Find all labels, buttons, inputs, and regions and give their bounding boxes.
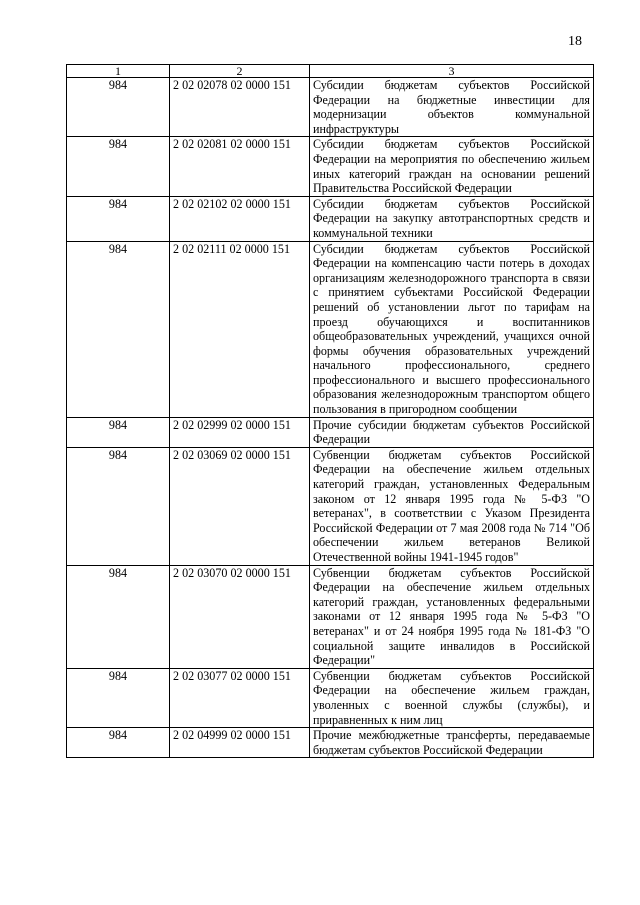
table-row — [67, 137, 594, 196]
description-cell: Субсидии бюджетам субъектов Российской Федерации на закупку автотранспортных средств и коммунальной техники — [310, 196, 594, 241]
budget-code-cell: 2 02 02999 02 0000 151 — [170, 417, 310, 447]
table-row — [67, 447, 594, 565]
admin-code-cell: 984 — [67, 196, 170, 241]
budget-code-cell: 2 02 02081 02 0000 151 — [170, 137, 310, 196]
table-row — [67, 565, 594, 668]
description-cell: Субвенции бюджетам субъектов Российской Федерации на обеспечение жильем граждан, уволенных с военной службы (службы), и приравненных к ним лиц — [310, 668, 594, 727]
budget-code-cell: 2 02 03077 02 0000 151 — [170, 668, 310, 727]
header-col-3: 3 — [310, 65, 594, 78]
budget-code-cell: 2 02 02111 02 0000 151 — [170, 241, 310, 417]
table-row — [67, 196, 594, 241]
admin-code-cell: 984 — [67, 241, 170, 417]
admin-code-cell: 984 — [67, 78, 170, 137]
table-row — [67, 78, 594, 137]
description-cell: Субвенции бюджетам субъектов Российской Федерации на обеспечение жильем отдельных категорий граждан, установленных федеральными законами от 12 января 1995 года № 5-ФЗ "О ветеранах" и от 24 ноября 1995 года № 181-ФЗ "О социальной защите инвалидов в Российской Федерации" — [310, 565, 594, 668]
admin-code-cell: 984 — [67, 137, 170, 196]
admin-code-cell: 984 — [67, 728, 170, 758]
budget-code-cell: 2 02 04999 02 0000 151 — [170, 728, 310, 758]
admin-code-cell: 984 — [67, 417, 170, 447]
budget-code-cell: 2 02 03070 02 0000 151 — [170, 565, 310, 668]
table-row — [67, 241, 594, 417]
table-row — [67, 728, 594, 758]
table-header-row — [67, 65, 594, 78]
admin-code-cell: 984 — [67, 668, 170, 727]
description-cell: Субвенции бюджетам субъектов Российской Федерации на обеспечение жильем отдельных категорий граждан, установленных Федеральным законом от 12 января 1995 года № 5-ФЗ "О ветеранах", в соответствии с Указом Президента Российской Федерации от 7 мая 2008 года № 714 "Об обеспечении жильем ветеранов Великой Отечественной войны 1941-1945 годов" — [310, 447, 594, 565]
description-cell: Прочие межбюджетные трансферты, передаваемые бюджетам субъектов Российской Федерации — [310, 728, 594, 758]
table-row — [67, 417, 594, 447]
header-col-1: 1 — [67, 65, 170, 78]
budget-revenue-table — [66, 64, 594, 758]
page-number: 18 — [568, 34, 582, 49]
description-cell: Субсидии бюджетам субъектов Российской Федерации на мероприятия по обеспечению жильем иных категорий граждан на основании решений Правительства Российской Федерации — [310, 137, 594, 196]
description-cell: Прочие субсидии бюджетам субъектов Российской Федерации — [310, 417, 594, 447]
budget-code-cell: 2 02 02102 02 0000 151 — [170, 196, 310, 241]
admin-code-cell: 984 — [67, 565, 170, 668]
header-col-2: 2 — [170, 65, 310, 78]
budget-code-cell: 2 02 03069 02 0000 151 — [170, 447, 310, 565]
budget-code-cell: 2 02 02078 02 0000 151 — [170, 78, 310, 137]
table-row — [67, 668, 594, 727]
admin-code-cell: 984 — [67, 447, 170, 565]
description-cell: Субсидии бюджетам субъектов Российской Федерации на компенсацию части потерь в доходах организациям железнодорожного транспорта в связи с принятием субъектами Российской Федерации решений об установлении льгот по тарифам на проезд обучающихся и воспитанников общеобразовательных учреждений, учащихся очной формы обучения образовательных учреждений начального профессионального, среднего профессионального и высшего профессионального образования железнодорожным транспортом общего пользования в пригородном сообщении — [310, 241, 594, 417]
description-cell: Субсидии бюджетам субъектов Российской Федерации на бюджетные инвестиции для модернизации объектов коммунальной инфраструктуры — [310, 78, 594, 137]
